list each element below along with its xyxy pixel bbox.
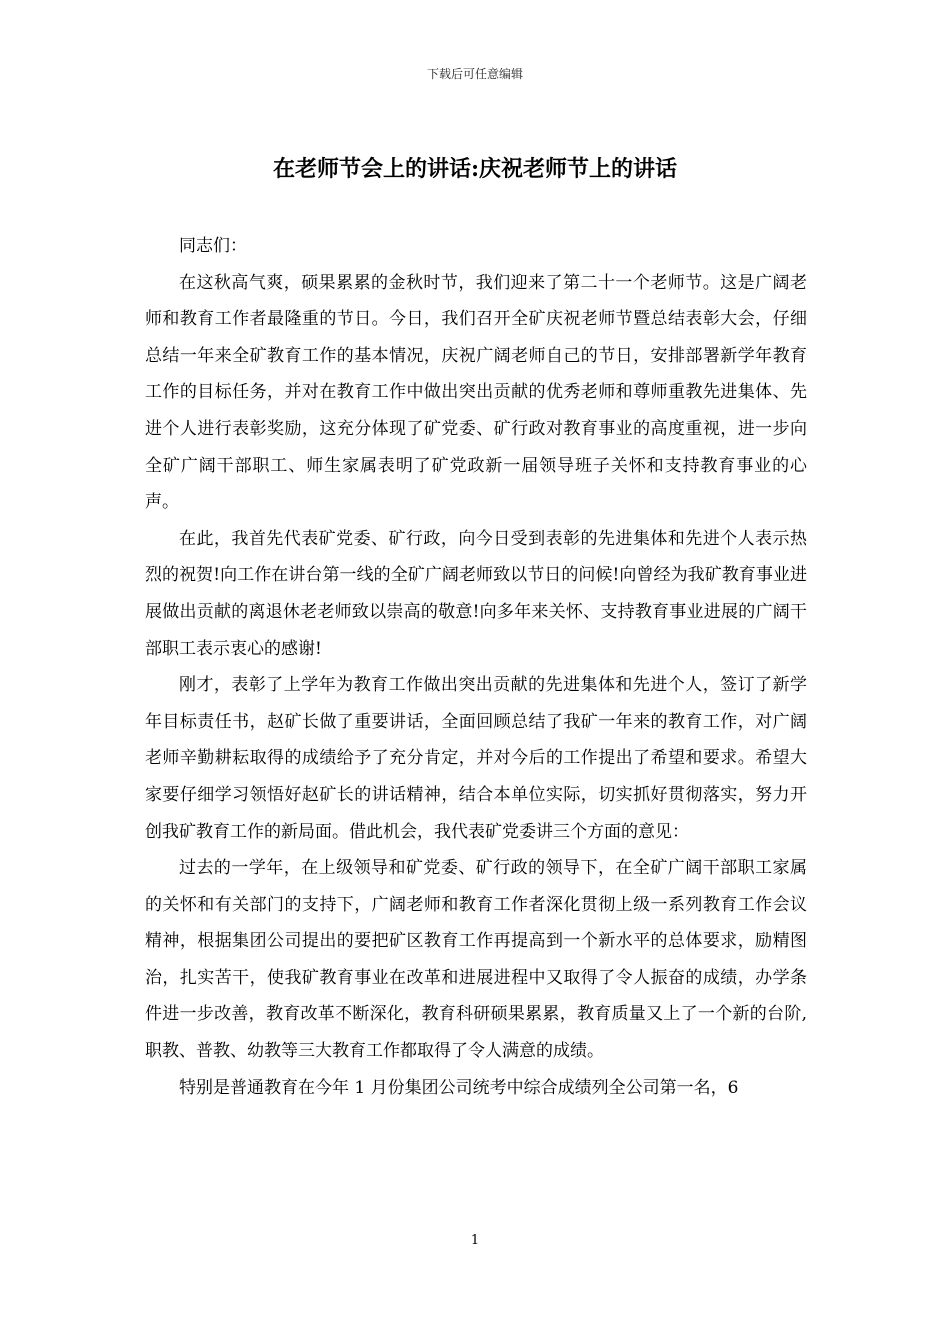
paragraph: 在此，我首先代表矿党委、矿行政，向今日受到表彰的先进集体和先进个人表示热烈的祝贺!向工作在讲台第一线的全矿广阔老师致以节日的问候!向曾经为我矿教育事业进展做出贡献的离退休老老师致以崇高的敬意!向多年来关怀、支持教育事业进展的广阔干部职工表示衷心的感谢! <box>145 528 807 659</box>
document-body <box>145 228 807 1106</box>
paragraph: 过去的一学年，在上级领导和矿党委、矿行政的领导下，在全矿广阔干部职工家属的关怀和有关部门的支持下，广阔老师和教育工作者深化贯彻上级一系列教育工作会议精神，根据集团公司提出的要把矿区教育工作再提高到一个新水平的总体要求，励精图治，扎实苦干，使我矿教育事业在改革和进展进程中又取得了令人振奋的成绩，办学条件进一步改善，教育改革不断深化，教育科研硕果累累，教育质量又上了一个新的台阶,职教、普教、幼教等三大教育工作都取得了令人满意的成绩。 <box>145 858 807 1062</box>
paragraph: 刚才，表彰了上学年为教育工作做出突出贡献的先进集体和先进个人，签订了新学年目标责任书，赵矿长做了重要讲话，全面回顾总结了我矿一年来的教育工作，对广阔老师辛勤耕耘取得的成绩给予了充分肯定，并对今后的工作提出了希望和要求。希望大家要仔细学习领悟好赵矿长的讲话精神，结合本单位实际，切实抓好贯彻落实，努力开创我矿教育工作的新局面。借此机会，我代表矿党委讲三个方面的意见： <box>145 675 807 842</box>
document-title: 在老师节会上的讲话:庆祝老师节上的讲话 <box>272 156 678 182</box>
paragraph: 在这秋高气爽，硕果累累的金秋时节，我们迎来了第二十一个老师节。这是广阔老师和教育工作者最隆重的节日。今日，我们召开全矿庆祝老师节暨总结表彰大会，仔细总结一年来全矿教育工作的基本情况，庆祝广阔老师自己的节日，安排部署新学年教育工作的目标任务，并对在教育工作中做出突出贡献的优秀老师和尊师重教先进集体、先进个人进行表彰奖励，这充分体现了矿党委、矿行政对教育事业的高度重视，进一步向全矿广阔干部职工、师生家属表明了矿党政新一届领导班子关怀和支持教育事业的心声。 <box>145 272 807 513</box>
page-number: 1 <box>470 1233 480 1248</box>
paragraph: 特别是普通教育在今年 1 月份集团公司统考中综合成绩列全公司第一名，6 <box>179 1077 739 1098</box>
page-header-note: 下载后可任意编辑 <box>426 67 523 81</box>
salutation: 同志们： <box>179 236 247 256</box>
